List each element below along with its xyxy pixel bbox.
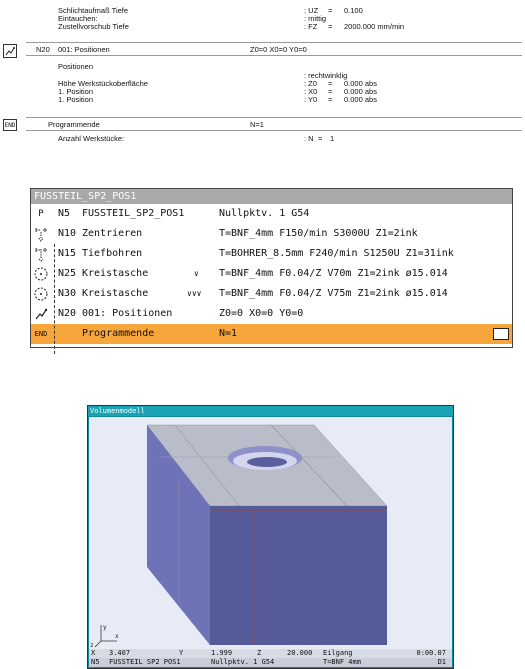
row-name: Tiefbohren bbox=[82, 248, 143, 259]
row-block-number: N15 bbox=[58, 248, 77, 259]
row-name: Kreistasche bbox=[82, 268, 149, 279]
row-block-number: N20 bbox=[58, 308, 77, 319]
comment-icon[interactable] bbox=[493, 328, 509, 340]
axis-z-label: z bbox=[90, 642, 94, 649]
program-row[interactable] bbox=[31, 224, 512, 244]
z-label: Z bbox=[257, 649, 262, 657]
param-value: 0.000 abs bbox=[344, 87, 377, 96]
program-row[interactable] bbox=[31, 244, 512, 264]
param-label: Eintauchen: bbox=[58, 14, 98, 23]
3d-canvas[interactable] bbox=[89, 417, 452, 649]
param-value: 0.000 abs bbox=[344, 79, 377, 88]
param-eq: = bbox=[328, 95, 333, 104]
program-row-selected[interactable] bbox=[31, 324, 512, 344]
param-eq: = bbox=[328, 6, 333, 15]
row-params: T=BOHRER_8.5mm F240/min S1250U Z1=31ink bbox=[219, 248, 454, 259]
param-value: 0.000 abs bbox=[344, 95, 377, 104]
param-value: 0.100 bbox=[344, 6, 363, 15]
status-offset: Nullpktv. 1 G54 bbox=[211, 658, 275, 666]
row-name: Zentrieren bbox=[82, 228, 143, 239]
axis-y-label: y bbox=[103, 624, 107, 631]
param-label: 1. Position bbox=[58, 87, 94, 96]
drill-center-icon bbox=[31, 225, 51, 243]
param-name: : UZ bbox=[304, 6, 319, 15]
param-name: : X0 bbox=[304, 87, 318, 96]
row-block-number: N30 bbox=[58, 288, 77, 299]
program-row[interactable] bbox=[31, 264, 512, 284]
volume-model-view[interactable] bbox=[87, 405, 454, 669]
block-coords: Z0=0 X0=0 Y0=0 bbox=[250, 45, 307, 54]
row-block-number: N5 bbox=[58, 208, 71, 219]
status-tool: T=BNF 4mm bbox=[323, 658, 361, 666]
end-icon: END bbox=[34, 330, 48, 338]
positions-header: Positionen bbox=[58, 62, 94, 71]
position-icon bbox=[31, 305, 51, 323]
axis-x-label: x bbox=[115, 633, 119, 640]
row-name: Programmende bbox=[82, 328, 155, 339]
param-label: Zustellvorschub Tiefe bbox=[58, 22, 129, 31]
row-params: T=BNF_4mm F150/min S3000U Z1=2ink bbox=[219, 228, 418, 239]
row-params: N=1 bbox=[219, 328, 238, 339]
end-icon bbox=[3, 119, 17, 131]
row-params: T=BNF_4mm F0.04/Z V75m Z1=2ink ø15.014 bbox=[219, 288, 448, 299]
feed-mode: Eilgang bbox=[323, 649, 353, 657]
count-label: Anzahl Werkstücke: bbox=[58, 134, 125, 143]
program-row[interactable] bbox=[31, 204, 512, 224]
position-status-bar bbox=[89, 649, 452, 658]
machining-time: 0:00.07 bbox=[416, 649, 446, 657]
row-params: T=BNF_4mm F0.04/Z V70m Z1=2ink ø15.014 bbox=[219, 268, 448, 279]
program-title: FUSSTEIL_SP2_POS1 bbox=[31, 189, 512, 204]
row-name: 001: Positionen bbox=[82, 308, 173, 319]
program-list bbox=[30, 188, 513, 348]
end-block-title: Programmende bbox=[48, 120, 100, 129]
z-value: 20.000 bbox=[287, 649, 313, 657]
row-block-number: N25 bbox=[58, 268, 77, 279]
row-name: Kreistasche bbox=[82, 288, 149, 299]
param-label: 1. Position bbox=[58, 95, 94, 104]
end-block-value: N=1 bbox=[250, 120, 264, 129]
row-mark: ∨ bbox=[194, 269, 199, 278]
block-number: N20 bbox=[36, 45, 50, 54]
status-program: FUSSTEIL SP2 POS1 bbox=[109, 658, 181, 666]
3d-part-model bbox=[89, 417, 452, 649]
y-label: Y bbox=[179, 649, 184, 657]
block-status-bar bbox=[89, 658, 452, 667]
x-label: X bbox=[91, 649, 96, 657]
drill-deep-icon bbox=[31, 245, 51, 263]
block-title: 001: Positionen bbox=[58, 45, 110, 54]
param-name: : Y0 bbox=[304, 95, 318, 104]
count-eq: = bbox=[318, 134, 323, 143]
param-name: : mittig bbox=[304, 14, 327, 23]
program-row[interactable] bbox=[31, 304, 512, 324]
status-block: N5 bbox=[91, 658, 100, 666]
status-d: D1 bbox=[437, 658, 446, 666]
view-title: Volumenmodell bbox=[88, 406, 453, 416]
param-name: : Z0 bbox=[304, 79, 317, 88]
param-label: Höhe Werkstückoberfläche bbox=[58, 79, 148, 88]
x-value: 3.407 bbox=[109, 649, 131, 657]
y-value: 1.999 bbox=[211, 649, 233, 657]
row-name: FUSSTEIL_SP2_POS1 bbox=[82, 208, 185, 219]
count-param: : N bbox=[304, 134, 314, 143]
pocket-icon bbox=[31, 285, 51, 303]
row-mark: ∨∨∨ bbox=[187, 289, 202, 298]
row-block-number: N10 bbox=[58, 228, 77, 239]
row-params: Z0=0 X0=0 Y0=0 bbox=[219, 308, 304, 319]
program-start-icon: P bbox=[38, 209, 44, 219]
end-icon-label: END bbox=[4, 121, 16, 129]
param-eq: = bbox=[328, 87, 333, 96]
pattern-value: : rechtwinklig bbox=[304, 71, 348, 80]
param-eq: = bbox=[328, 22, 333, 31]
pocket-icon bbox=[31, 265, 51, 283]
program-row[interactable] bbox=[31, 284, 512, 304]
row-params: Nullpktv. 1 G54 bbox=[219, 208, 310, 219]
param-value: 2000.000 mm/min bbox=[344, 22, 405, 31]
param-eq: = bbox=[328, 79, 333, 88]
position-icon bbox=[3, 44, 17, 58]
param-label: Schlichtaufmaß Tiefe bbox=[58, 6, 129, 15]
param-name: : FZ bbox=[304, 22, 318, 31]
count-value: 1 bbox=[330, 134, 335, 143]
